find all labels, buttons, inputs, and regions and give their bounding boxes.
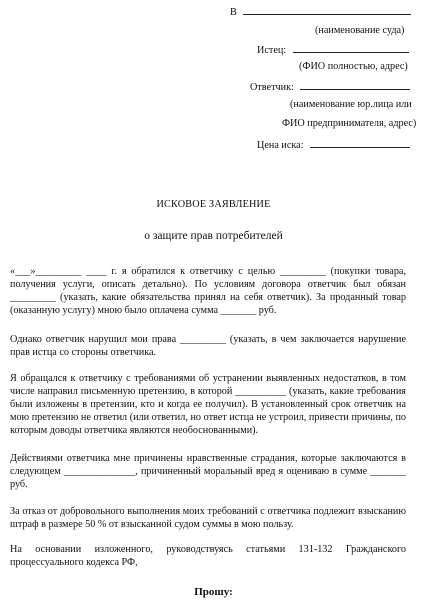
plaintiff-note: (ФИО полностью, адрес) bbox=[299, 61, 408, 72]
claim-price-line bbox=[257, 137, 427, 152]
paragraph-5: За отказ от добровольного выполнения моих требований с ответчика подлежит взысканию штраф в размере 50 % от взысканной судом суммы в мою пользу. bbox=[10, 506, 406, 530]
defendant-label: Ответчик: bbox=[250, 82, 294, 93]
closing-request: Прошу: bbox=[194, 586, 233, 598]
plaintiff-label: Истец: bbox=[257, 45, 287, 56]
defendant-note-2: ФИО предпринимателя, адрес) bbox=[282, 118, 417, 129]
court-line bbox=[230, 4, 410, 19]
paragraph-2: Однако ответчик нарушил мои права _________ (указать, в чем заключается нарушение прав истца со стороны ответчика. bbox=[10, 334, 406, 358]
court-prefix: В bbox=[230, 7, 237, 18]
paragraph-4: Действиями ответчика мне причинены нравственные страдания, которые заключаются в следующем ______________, причиненный моральный вред я оцениваю в сумме _______ руб. bbox=[10, 453, 406, 490]
paragraph-6: На основании изложенного, руководствуясь статьями 131-132 Гражданского процессуального кодекса РФ, bbox=[10, 544, 406, 568]
defendant-note-1: (наименование юр.лица или bbox=[290, 99, 412, 110]
court-note: (наименование суда) bbox=[315, 25, 405, 36]
claim-price-label: Цена иска: bbox=[257, 140, 304, 151]
defendant-blank bbox=[300, 79, 410, 90]
court-blank bbox=[243, 4, 411, 15]
document-title: ИСКОВОЕ ЗАЯВЛЕНИЕ bbox=[156, 199, 271, 210]
plaintiff-blank bbox=[293, 42, 409, 53]
paragraph-3: Я обращался к ответчику с требованиями об устранении выявленных недостатков, в том числе направил письменную претензию, в которой __________ (указать, какие требования были изложены в претензии, кто и когда ее получил). В установленный срок ответчик на мою претензию не ответил (или ответил, но ответ истца не устроил, привести причины, по которым доводы ответчика являются необоснованными). bbox=[10, 373, 406, 436]
claim-price-blank bbox=[310, 137, 410, 148]
document-subtitle: о защите прав потребителей bbox=[144, 230, 283, 242]
plaintiff-line bbox=[257, 42, 427, 57]
paragraph-1: «___»_________ ____ г. я обратился к ответчику с целью _________ (покупки товара, получения услуги, описать детально). По условиям договора ответчик был обязан _________ (указать, какие обязательства принял на себя ответчик). За проданный товар (оказанную услугу) мною было оплачена сумма _______ руб. bbox=[10, 266, 406, 316]
defendant-line bbox=[250, 79, 427, 94]
